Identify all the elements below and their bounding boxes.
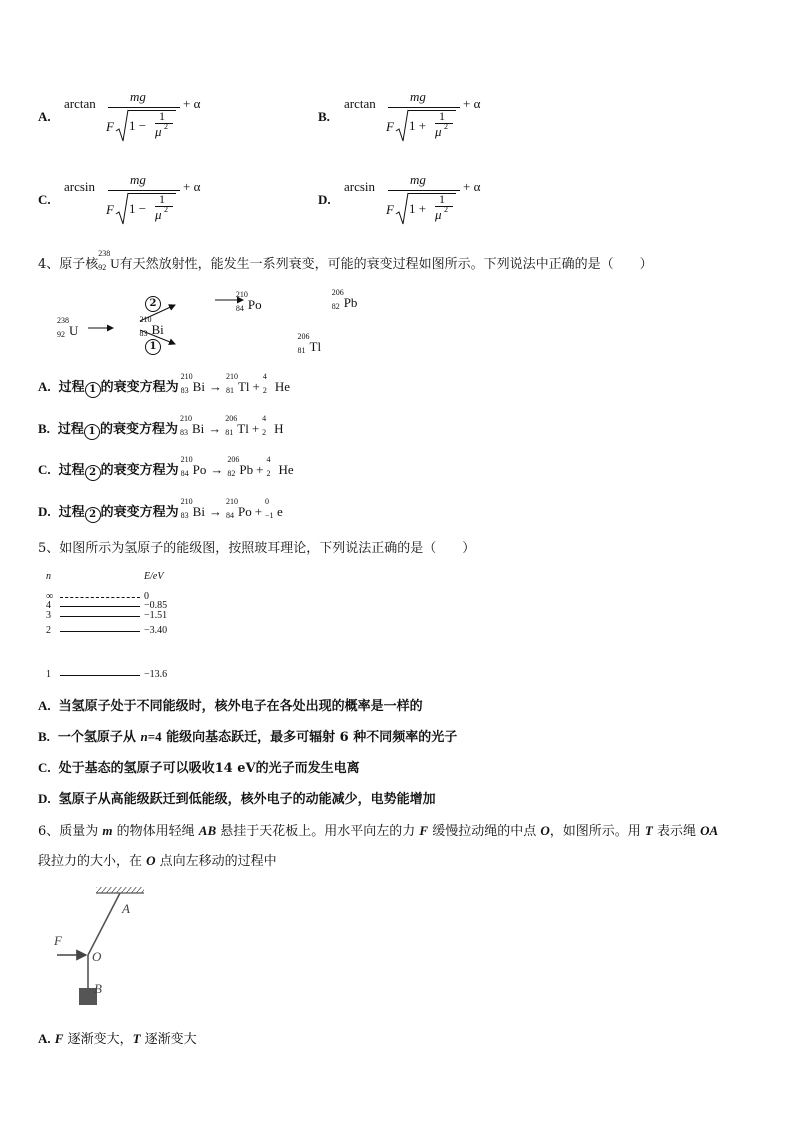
element-symbol: Bi (151, 322, 164, 337)
atomic-number: 2 (262, 428, 267, 437)
exponent: 2 (164, 205, 168, 214)
mass-number: 206 (227, 455, 240, 464)
energy-unit-label: E/eV (144, 571, 164, 582)
sqrt-overline (408, 110, 456, 111)
nuclide-po (235, 290, 262, 313)
function-name: arctan (344, 96, 376, 111)
force-symbol: F (386, 119, 394, 134)
plus-alpha: + α (183, 179, 201, 194)
option-text: 过程 (58, 380, 85, 395)
q5-option-b[interactable] (38, 729, 457, 746)
q6-var-t: T (132, 1031, 141, 1046)
q6-text: 缓慢拉动绳的中点 (428, 824, 541, 839)
rope-figure-drawing (48, 885, 158, 1020)
sqrt-sign (395, 109, 409, 143)
option-label: C. (38, 760, 51, 775)
option-label: D. (38, 504, 51, 519)
q6-var-t: T (644, 823, 653, 838)
q6-text: 6、质量为 (38, 824, 103, 839)
level-energy: −3.40 (144, 625, 168, 636)
level-line (60, 597, 140, 598)
q6-var-m: m (102, 823, 113, 838)
option-label: A. (38, 1031, 51, 1046)
q4-option-a[interactable] (38, 372, 292, 398)
element-symbol: He (278, 462, 294, 477)
q6-text: ，如图所示。用 (549, 824, 645, 839)
atomic-number: 92 (57, 330, 65, 339)
energy-level-diagram (40, 570, 240, 682)
process-mark: 1 (85, 382, 101, 398)
numerator: mg (130, 89, 146, 104)
q4-option-c[interactable] (38, 455, 296, 481)
force-symbol: F (106, 119, 114, 134)
product-nuclide (225, 497, 252, 520)
inner-numerator: 1 (159, 192, 165, 206)
atomic-number: 83 (180, 386, 189, 395)
process-mark: 2 (85, 465, 101, 481)
option-label: D. (38, 791, 51, 806)
mass-number: 210 (179, 414, 192, 423)
element-symbol: He (274, 379, 291, 394)
level-line (60, 675, 140, 676)
q6-line-1 (38, 823, 718, 840)
fraction-bar (108, 107, 180, 108)
level-line (60, 631, 140, 632)
atomic-number: 82 (227, 469, 236, 478)
emitted-particle (265, 497, 283, 520)
atomic-number: 84 (180, 469, 189, 478)
q6-var-f: F (54, 1031, 64, 1046)
element-symbol: Tl (237, 379, 250, 394)
q3-option-c (38, 172, 298, 237)
mass-number: 210 (225, 497, 238, 506)
element-symbol: Tl (309, 339, 322, 354)
element-symbol: Pb (343, 295, 358, 310)
point-a-label: A (122, 901, 130, 916)
level-number: 2 (46, 625, 51, 636)
option-label: B. (38, 421, 50, 436)
reaction-arrow: → (208, 504, 222, 519)
point-b-label: B (94, 981, 102, 996)
q6-line-2 (38, 853, 277, 870)
inner-numerator: 1 (159, 109, 165, 123)
inner-numerator: 1 (439, 192, 445, 206)
exponent: 2 (444, 122, 448, 131)
q3-option-d (318, 172, 578, 237)
plus-alpha: + α (463, 96, 481, 111)
mass-number: 4 (262, 372, 267, 381)
atomic-number: 84 (225, 511, 234, 520)
mass-number: 210 (180, 455, 193, 464)
q6-var-f: F (419, 823, 429, 838)
option-text: 的衰变方程为 (99, 422, 178, 437)
q5-option-a[interactable] (38, 698, 423, 715)
sqrt-expression: 1 − (129, 201, 147, 216)
force-f-label: F (54, 933, 62, 948)
mass-number: 210 (225, 372, 238, 381)
level-line (60, 616, 140, 617)
sqrt-sign (115, 109, 129, 143)
product-nuclide (225, 414, 249, 437)
q6-text: 表示绳 (652, 824, 701, 839)
mass-number: 4 (262, 414, 267, 423)
option-label: B. (318, 109, 330, 124)
option-label: C. (38, 462, 51, 477)
option-label: A. (38, 698, 51, 713)
q6-text: 悬挂于天花板上。用水平向左的力 (216, 824, 420, 839)
option-text: 能级向基态跃迁，最多可辐射 6 种不同频率的光子 (161, 730, 458, 745)
sqrt-expression: 1 + (409, 118, 427, 133)
process-mark: 2 (85, 507, 101, 523)
atomic-number: −1 (265, 511, 274, 520)
mass-number: 4 (266, 455, 271, 464)
numerator: mg (410, 89, 426, 104)
mass-number: 210 (235, 290, 248, 299)
sqrt-sign (395, 192, 409, 226)
reactant-nuclide (180, 497, 205, 520)
process-2-mark: 2 (145, 296, 161, 312)
process-1-mark: 1 (145, 339, 161, 355)
sqrt-expression: 1 − (129, 118, 147, 133)
process-mark: 1 (84, 424, 100, 440)
fraction-bar (108, 190, 180, 191)
q6-text: 的物体用轻绳 (112, 824, 199, 839)
q6-text: 段拉力的大小，在 (38, 854, 147, 869)
option-text: 当氢原子处于不同能级时，核外电子在各处出现的概率是一样的 (58, 699, 423, 714)
option-label: A. (38, 379, 51, 394)
level-number: 3 (46, 610, 51, 621)
element-symbol: U (110, 256, 120, 271)
mass-number: 238 (98, 249, 111, 258)
function-name: arcsin (64, 179, 96, 194)
atomic-number: 83 (179, 428, 188, 437)
point-o-label: O (92, 949, 102, 964)
option-text: 的衰变方程为 (100, 463, 179, 478)
mu-symbol: μ (435, 124, 442, 139)
element-symbol: U (69, 323, 79, 338)
plus-sign: + (256, 462, 264, 477)
element-symbol: Po (237, 504, 252, 519)
mu-symbol: μ (155, 124, 162, 139)
atomic-number: 81 (225, 428, 234, 437)
option-text: 的衰变方程为 (100, 380, 179, 395)
fraction-bar (388, 190, 460, 191)
atomic-number: 83 (180, 511, 189, 520)
element-symbol: e (277, 504, 283, 519)
element-symbol: H (274, 421, 284, 436)
nuclide-tl (297, 332, 322, 355)
mass-number: 210 (139, 315, 152, 324)
level-n-header: n (46, 571, 51, 582)
q5-option-c[interactable] (38, 760, 360, 777)
plus-sign: + (254, 504, 263, 519)
option-text: 氢原子从高能级跃迁到低能级，核外电子的动能减少，电势能增加 (58, 792, 436, 807)
element-symbol: Bi (192, 379, 205, 394)
element-symbol: Po (192, 462, 207, 477)
mass-number: 206 (297, 332, 310, 341)
emitted-particle (262, 372, 291, 395)
option-text: 过程 (57, 422, 84, 437)
plus-alpha: + α (463, 179, 481, 194)
q6-var-o: O (540, 823, 550, 838)
rope-figure (48, 885, 158, 1020)
reaction-arrow: → (208, 379, 222, 394)
ceiling-hatch (96, 887, 144, 893)
element-symbol: Tl (237, 421, 249, 436)
atomic-number: 81 (297, 346, 306, 355)
q5-stem: 5、如图所示为氢原子的能级图，按照玻耳理论，下列说法正确的是（ ） (38, 541, 476, 556)
plus-alpha: + α (183, 96, 201, 111)
level-line (60, 606, 140, 607)
element-symbol: Pb (239, 462, 254, 477)
mass-number: 0 (265, 497, 270, 506)
q6-option-a (38, 1031, 197, 1048)
rope-oa (88, 893, 120, 955)
exponent: 2 (164, 122, 168, 131)
mass-number: 206 (331, 288, 344, 297)
option-text: 的衰变方程为 (100, 505, 179, 520)
force-symbol: F (106, 202, 114, 217)
reactant-nuclide (180, 372, 205, 395)
nuclide-pb (331, 288, 358, 311)
atomic-number: 84 (235, 304, 244, 313)
q6-var-oa: OA (700, 823, 719, 838)
mass-number: 210 (180, 497, 193, 506)
decay-diagram (55, 288, 358, 356)
force-symbol: F (386, 202, 394, 217)
level-number: ∞ (46, 591, 54, 602)
plus-sign: + (251, 421, 260, 436)
q4-stem-nuclide (98, 249, 120, 272)
sqrt-overline (128, 193, 176, 194)
function-name: arctan (64, 96, 96, 111)
function-name: arcsin (344, 179, 376, 194)
mass-number: 238 (57, 316, 69, 325)
atomic-number: 82 (331, 302, 340, 311)
element-symbol: Bi (192, 504, 205, 519)
option-label: A. (38, 109, 51, 124)
q4-option-b[interactable] (38, 414, 286, 440)
numerator: mg (410, 172, 426, 187)
mu-symbol: μ (155, 207, 162, 222)
q4-option-d[interactable] (38, 497, 285, 523)
option-label: C. (38, 192, 51, 207)
q6-text: 点向左移动的过程中 (155, 854, 277, 869)
option-text: 逐渐变大， (63, 1032, 133, 1047)
energy-unit-header (144, 572, 163, 582)
sqrt-sign (115, 192, 129, 226)
mass-number: 210 (180, 372, 193, 381)
level-energy: 0 (144, 591, 149, 602)
sqrt-overline (408, 193, 456, 194)
option-text: 过程 (58, 463, 85, 478)
product-nuclide (225, 372, 250, 395)
level-number: 1 (46, 669, 51, 680)
var-n: n (140, 729, 148, 744)
option-text: 逐渐变大 (140, 1032, 197, 1047)
option-text: 过程 (58, 505, 85, 520)
nuclide-u (57, 316, 79, 339)
product-nuclide (227, 455, 254, 478)
element-symbol: Po (247, 297, 262, 312)
atomic-number: 83 (139, 329, 148, 338)
nuclide-bi (139, 315, 164, 338)
element-symbol: Bi (191, 421, 205, 436)
fraction-bar (388, 107, 460, 108)
reactant-nuclide (180, 455, 207, 478)
atomic-number: 92 (98, 263, 107, 272)
reactant-nuclide (179, 414, 205, 437)
q4-stem-prefix: 4、原子核 (38, 257, 99, 272)
atomic-number: 2 (262, 386, 267, 395)
q4-stem-suffix: 有天然放射性，能发生一系列衰变，可能的衰变过程如图所示。下列说法中正确的是（ ） (119, 257, 653, 272)
plus-sign: + (252, 379, 260, 394)
atomic-number: 81 (225, 386, 234, 395)
inner-numerator: 1 (439, 109, 445, 123)
sqrt-expression: 1 + (409, 201, 427, 216)
level-energy: −0.85 (144, 600, 168, 611)
numerator: mg (130, 172, 146, 187)
emitted-particle (262, 414, 284, 437)
sqrt-overline (128, 110, 176, 111)
option-text: 一个氢原子从 (57, 730, 141, 745)
option-label: D. (318, 192, 331, 207)
option-text: =4 (147, 729, 162, 744)
reaction-arrow: → (208, 421, 222, 436)
emitted-particle (266, 455, 294, 478)
level-energy: −13.6 (144, 669, 168, 680)
option-text: 处于基态的氢原子可以吸收14 eV的光子而发生电离 (58, 761, 360, 776)
q6-var-o: O (146, 853, 156, 868)
mass-number: 206 (225, 414, 238, 423)
q3-option-a (38, 89, 298, 154)
mu-symbol: μ (435, 207, 442, 222)
atomic-number: 2 (266, 469, 271, 478)
q6-var-ab: AB (198, 823, 217, 838)
exponent: 2 (444, 205, 448, 214)
level-energy: −1.51 (144, 610, 168, 621)
q3-option-b (318, 89, 578, 154)
q5-option-d[interactable] (38, 791, 436, 808)
reaction-arrow: → (210, 462, 224, 477)
option-label: B. (38, 729, 50, 744)
level-number: 4 (46, 600, 51, 611)
q4-stem (38, 249, 653, 273)
